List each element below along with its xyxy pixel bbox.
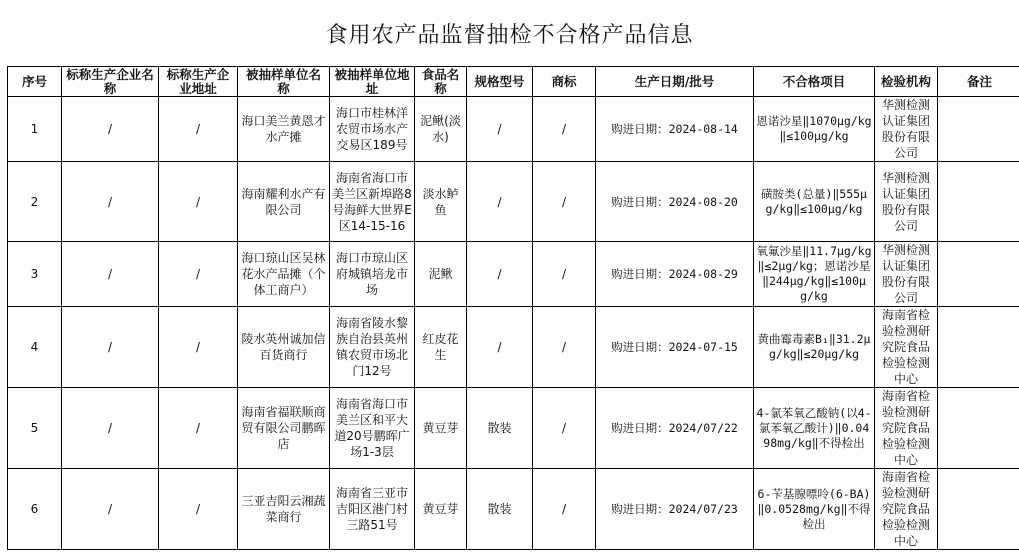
cell-manufacturer-name[interactable]: /: [62, 242, 159, 307]
cell-date-batch[interactable]: 购进日期：2024-08-20: [596, 162, 754, 242]
cell-manufacturer-address[interactable]: /: [159, 469, 238, 550]
table-row: [8, 162, 1019, 242]
cell-remark[interactable]: [938, 388, 1019, 469]
cell-failed-item[interactable]: 恩诺沙星‖1070μg/kg‖≤100μg/kg: [754, 97, 875, 162]
cell-food-name[interactable]: 泥鳅(淡水): [415, 97, 467, 162]
cell-date-batch[interactable]: 购进日期：2024/07/22: [596, 388, 754, 469]
cell-manufacturer-name[interactable]: /: [62, 307, 159, 388]
cell-failed-item[interactable]: 磺胺类(总量)‖555μg/kg‖≤100μg/kg: [754, 162, 875, 242]
cell-date-batch[interactable]: 购进日期：2024-07-15: [596, 307, 754, 388]
header-cell[interactable]: 备注: [938, 67, 1019, 97]
cell-manufacturer-name[interactable]: /: [62, 388, 159, 469]
cell-sampled-unit-address[interactable]: 海口市琼山区府城镇培龙市场: [330, 242, 415, 307]
cell-trademark[interactable]: /: [533, 388, 596, 469]
cell-spec[interactable]: 散装: [467, 469, 533, 550]
cell-food-name[interactable]: 红皮花生: [415, 307, 467, 388]
cell-sampled-unit-name[interactable]: 陵水英州诚加信百货商行: [238, 307, 330, 388]
cell-trademark[interactable]: /: [533, 162, 596, 242]
cell-spec[interactable]: /: [467, 307, 533, 388]
cell-sampled-unit-name[interactable]: 海南耀利水产有限公司: [238, 162, 330, 242]
cell-remark[interactable]: [938, 469, 1019, 550]
cell-trademark[interactable]: /: [533, 242, 596, 307]
cell-failed-item[interactable]: 6-苄基腺嘌呤(6-BA)‖0.0528mg/kg‖不得检出: [754, 469, 875, 550]
cell-manufacturer-name[interactable]: /: [62, 162, 159, 242]
cell-remark[interactable]: [938, 242, 1019, 307]
cell-seq[interactable]: 6: [8, 469, 62, 550]
header-cell[interactable]: 食品名称: [415, 67, 467, 97]
cell-sampled-unit-name[interactable]: 海南省福联顺商贸有限公司鹏晖店: [238, 388, 330, 469]
cell-spec[interactable]: /: [467, 242, 533, 307]
cell-trademark[interactable]: /: [533, 97, 596, 162]
cell-inspection-agency[interactable]: 华测检测认证集团股份有限公司: [875, 162, 938, 242]
cell-food-name[interactable]: 黄豆芽: [415, 388, 467, 469]
cell-manufacturer-address[interactable]: /: [159, 97, 238, 162]
table-row: [8, 388, 1019, 469]
cell-date-batch[interactable]: 购进日期：2024/07/23: [596, 469, 754, 550]
cell-spec[interactable]: 散装: [467, 388, 533, 469]
cell-trademark[interactable]: /: [533, 307, 596, 388]
header-cell[interactable]: 标称生产企业地址: [159, 67, 238, 97]
cell-inspection-agency[interactable]: 华测检测认证集团股份有限公司: [875, 242, 938, 307]
header-cell[interactable]: 被抽样单位名称: [238, 67, 330, 97]
cell-food-name[interactable]: 泥鳅: [415, 242, 467, 307]
cell-trademark[interactable]: /: [533, 469, 596, 550]
page-title: 食用农产品监督抽检不合格产品信息: [325, 22, 694, 48]
cell-manufacturer-address[interactable]: /: [159, 307, 238, 388]
table-row: [8, 242, 1019, 307]
cell-sampled-unit-address[interactable]: 海口市桂林洋农贸市场水产交易区189号: [330, 97, 415, 162]
cell-seq[interactable]: 1: [8, 97, 62, 162]
cell-food-name[interactable]: 黄豆芽: [415, 469, 467, 550]
cell-manufacturer-name[interactable]: /: [62, 469, 159, 550]
cell-remark[interactable]: [938, 307, 1019, 388]
results-table: [7, 66, 1019, 550]
cell-food-name[interactable]: 淡水鲈鱼: [415, 162, 467, 242]
cell-manufacturer-address[interactable]: /: [159, 242, 238, 307]
cell-remark[interactable]: [938, 97, 1019, 162]
cell-sampled-unit-address[interactable]: 海南省陵水黎族自治县英州镇农贸市场北门12号: [330, 307, 415, 388]
cell-remark[interactable]: [938, 162, 1019, 242]
cell-inspection-agency[interactable]: 海南省检验检测研究院食品检验检测中心: [875, 388, 938, 469]
cell-spec[interactable]: /: [467, 97, 533, 162]
table-row: [8, 469, 1019, 550]
header-cell[interactable]: 标称生产企业名称: [62, 67, 159, 97]
cell-sampled-unit-address[interactable]: 海南省三亚市吉阳区港门村三路51号: [330, 469, 415, 550]
header-cell[interactable]: 检验机构: [875, 67, 938, 97]
cell-manufacturer-address[interactable]: /: [159, 162, 238, 242]
cell-sampled-unit-address[interactable]: 海南省海口市美兰区和平大道20号鹏晖广场1-3层: [330, 388, 415, 469]
table-row: [8, 307, 1019, 388]
cell-inspection-agency[interactable]: 海南省检验检测研究院食品检验检测中心: [875, 307, 938, 388]
cell-seq[interactable]: 3: [8, 242, 62, 307]
header-cell[interactable]: 规格型号: [467, 67, 533, 97]
cell-manufacturer-address[interactable]: /: [159, 388, 238, 469]
cell-failed-item[interactable]: 黄曲霉毒素B₁‖31.2μg/kg‖≤20μg/kg: [754, 307, 875, 388]
header-row: [8, 67, 1019, 97]
header-cell[interactable]: 生产日期/批号: [596, 67, 754, 97]
cell-inspection-agency[interactable]: 华测检测认证集团股份有限公司: [875, 97, 938, 162]
cell-sampled-unit-address[interactable]: 海南省海口市美兰区新埠路8号海鲜大世界E区14-15-16: [330, 162, 415, 242]
cell-seq[interactable]: 5: [8, 388, 62, 469]
header-cell[interactable]: 不合格项目: [754, 67, 875, 97]
header-cell[interactable]: 序号: [8, 67, 62, 97]
cell-sampled-unit-name[interactable]: 三亚吉阳云湘蔬菜商行: [238, 469, 330, 550]
cell-manufacturer-name[interactable]: /: [62, 97, 159, 162]
cell-spec[interactable]: /: [467, 162, 533, 242]
cell-failed-item[interactable]: 氧氟沙星‖11.7μg/kg‖≤2μg/kg；恩诺沙星‖244μg/kg‖≤100μg/kg: [754, 242, 875, 307]
cell-inspection-agency[interactable]: 海南省检验检测研究院食品检验检测中心: [875, 469, 938, 550]
cell-date-batch[interactable]: 购进日期：2024-08-14: [596, 97, 754, 162]
cell-date-batch[interactable]: 购进日期：2024-08-29: [596, 242, 754, 307]
header-cell[interactable]: 商标: [533, 67, 596, 97]
cell-seq[interactable]: 4: [8, 307, 62, 388]
header-cell[interactable]: 被抽样单位地址: [330, 67, 415, 97]
cell-sampled-unit-name[interactable]: 海口琼山区吴林花水产品摊（个体工商户）: [238, 242, 330, 307]
table-row: [8, 97, 1019, 162]
cell-sampled-unit-name[interactable]: 海口美兰黄恩才水产摊: [238, 97, 330, 162]
cell-seq[interactable]: 2: [8, 162, 62, 242]
cell-failed-item[interactable]: 4-氯苯氧乙酸钠(以4-氯苯氧乙酸计)‖0.0498mg/kg‖不得检出: [754, 388, 875, 469]
